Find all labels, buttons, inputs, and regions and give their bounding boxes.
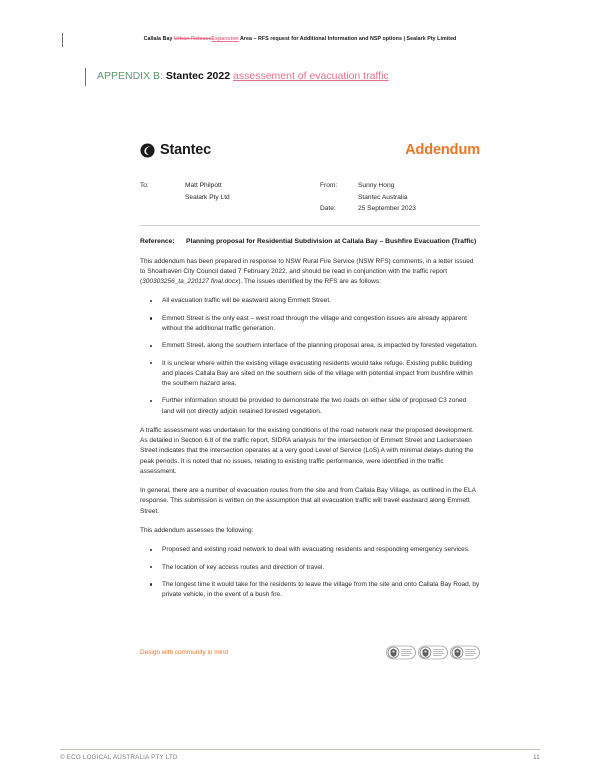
intro-part2: ). The issues identified by the RFS are as follows: [238, 278, 381, 286]
to-name: Matt Philpott [185, 182, 222, 189]
page-footer [60, 754, 540, 761]
meta-spacer-a [140, 204, 185, 214]
letter-brand-row [140, 135, 480, 165]
rfs-issues-list [140, 296, 480, 416]
list-item: Further information should be provided to demonstrate the two roads on either side of proposed C3 zoned land will not directly adjoin retained forested vegetation. [140, 396, 480, 417]
running-header-suffix: Area – RFS request for Additional Information and NSP options | Sealark Pty Limited [238, 36, 457, 42]
from-name: Sunny Hong [358, 182, 395, 189]
running-header-deleted-text: Urban Release [173, 36, 212, 42]
date-label: Date: [320, 205, 336, 213]
appendix-heading [97, 70, 389, 82]
page-number: 11 [533, 754, 540, 761]
assesses-lead-in: This addendum assesses the following: [140, 527, 254, 534]
certification-badge-icon [418, 645, 448, 660]
general-paragraph: In general, there are a number of evacuation routes from the site and from Callala Bay Village, as outlined in the ELA response. This submission is written on the assumption that all evacuation traffic will travel eastward along Emmett Street. [140, 487, 476, 515]
list-item: Proposed and existing road network to deal with evacuating residents and responding emergency services. [140, 545, 480, 555]
date-value: 25 September 2023 [358, 205, 416, 213]
appendix-inserted-text: assessement of evacuation traffic [233, 70, 389, 82]
list-item: It is unclear where within the existing village evacuating residents would take refuge. Existing public building and places Callala Bay are sited on the southern side of the village with potential impact from bushfire within the southern hazard area. [140, 359, 480, 390]
list-item: Emmett Street, along the southern interface of the planning proposal area, is impacted by forested vegetation. [140, 341, 480, 351]
list-item: Emmett Street is the only east – west road through the village and congestion issues are already apparent without the additional traffic generation. [140, 314, 480, 335]
addendum-title: Addendum [405, 142, 480, 158]
from-label: From: [320, 182, 338, 189]
letter-meta [140, 181, 480, 214]
assessment-paragraph: A traffic assessment was undertaken for the existing conditions of the road network near the proposed development. As detailed in Section 6.8 of the traffic report, SIDRA analysis for the intersection of Emmett Street and Lackersteen Street indicates that the intersection operates at a very good Level of Service (LoS) A with minimal delays during the peak periods. It is noted that no issues, relating to existing traffic performance, were identified in the traffic assessment. [140, 426, 474, 475]
reference-label: Reference: [140, 237, 175, 245]
intro-part1: This addendum has been prepared in response to NSW Rural Fire Service (NSW RFS) comments, in a letter issued to Shoalhaven City Council dated 7 February 2022, and should be read in conjunction with the traffic report ( [140, 257, 474, 286]
running-header-prefix: Callala Bay [143, 36, 174, 42]
letter-footer [140, 645, 480, 660]
list-item: The longest time it would take for the residents to leave the village from the site and onto Callala Bay Road, by private vehicle, in the event of a bush fire. [140, 580, 480, 601]
meta-divider [140, 225, 480, 226]
running-header-inserted-text: Expansion [211, 36, 239, 42]
to-label-spacer [140, 193, 185, 203]
from-org: Stantec Australia [358, 193, 408, 201]
from-label-spacer [320, 193, 358, 203]
list-item: The location of key access routes and direction of travel. [140, 563, 480, 573]
stantec-logo [140, 142, 211, 158]
assesses-list [140, 545, 480, 600]
certification-badge-icon [386, 645, 416, 660]
appendix-name: Stantec 2022 [165, 70, 231, 82]
to-org: Sealark Pty Ltd [185, 193, 230, 201]
stantec-addendum [140, 135, 480, 609]
certification-badge-icon [450, 645, 480, 660]
change-bar-appendix [85, 68, 86, 86]
meta-spacer-b [185, 204, 320, 214]
intro-paragraph [140, 257, 480, 288]
letter-body [140, 257, 480, 601]
list-item: All evacuation traffic will be eastward along Emmett Street. [140, 296, 480, 306]
stantec-circle-swoosh-icon [140, 143, 155, 158]
appendix-label: APPENDIX B: [97, 70, 163, 82]
reference-block [140, 237, 480, 247]
reference-text: Planning proposal for Residential Subdivision at Callala Bay – Bushfire Evacuation (Traffic) [186, 237, 477, 245]
running-header [0, 36, 600, 42]
stantec-tagline: Design with community in mind [140, 649, 229, 656]
footer-copyright: © ECO LOGICAL AUSTRALIA PTY LTD [60, 754, 178, 761]
footer-divider [60, 749, 540, 750]
stantec-wordmark: Stantec [160, 142, 211, 158]
certification-badges [386, 645, 480, 660]
to-label: To: [140, 182, 149, 189]
traffic-report-filename: 300303256_ta_220127 final.docx [142, 278, 239, 286]
